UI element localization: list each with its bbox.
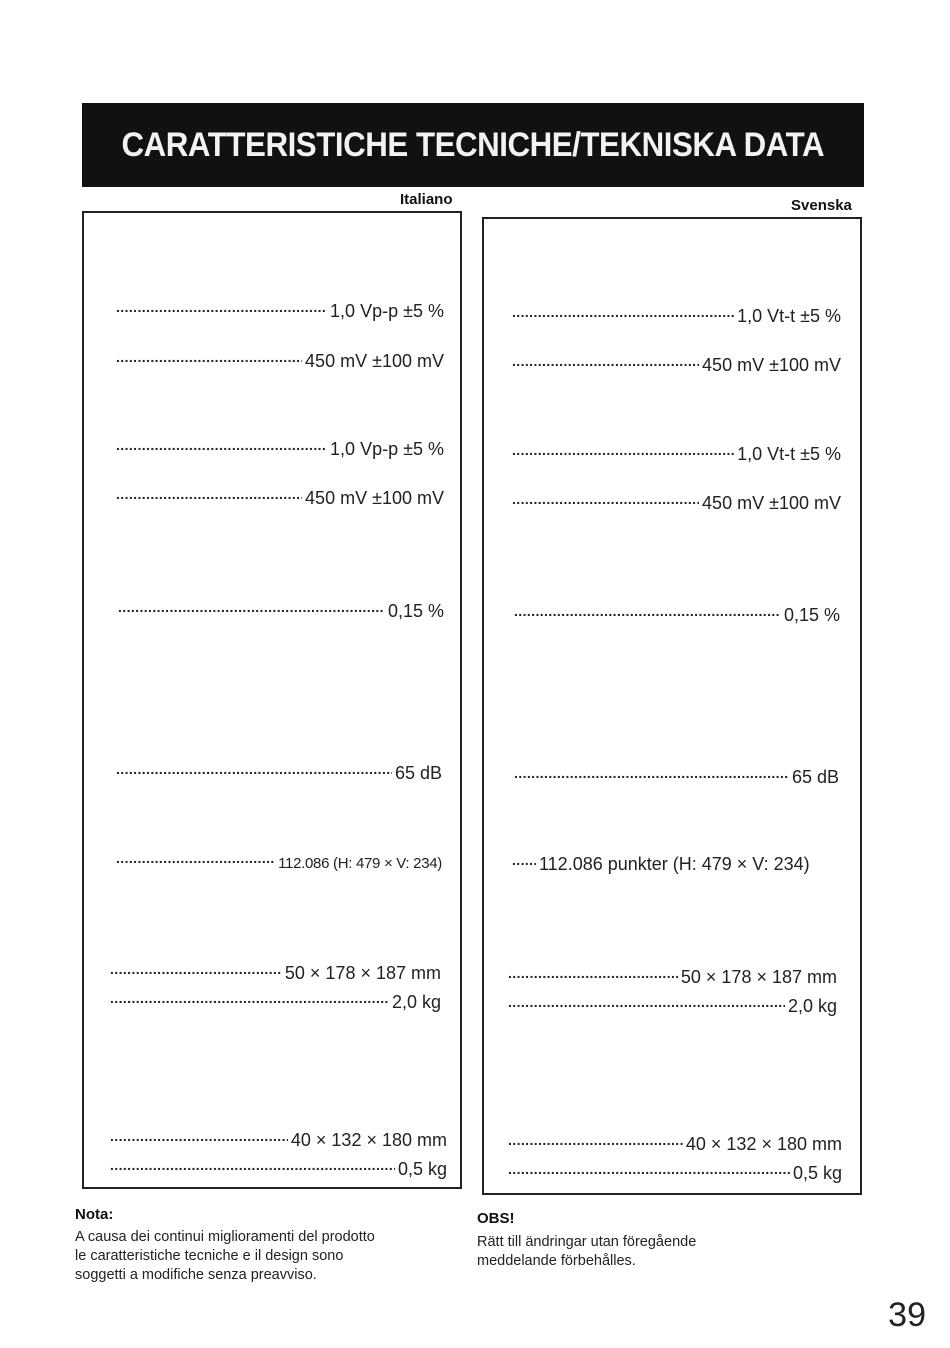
spec-value: 1,0 Vp-p ±5 % [330,439,444,459]
spec-value: 0,5 kg [397,1159,447,1179]
note-line: A causa dei continui miglioramenti del prodotto [75,1229,375,1245]
leader-dots [512,440,734,460]
spec-row [110,1126,447,1151]
leader-dots [110,988,389,1008]
leader-dots [508,992,785,1012]
spec-row [508,992,837,1017]
leader-dots [110,1155,395,1175]
spec-value: 1,0 Vp-p ±5 % [330,301,444,321]
leader-dots [508,963,678,983]
spec-value: 2,0 kg [787,996,837,1016]
leader-dots [512,351,699,371]
leader-dots [110,1126,288,1146]
page-title: CARATTERISTICHE TECNICHE/TEKNISKA DATA [121,125,825,164]
spec-row [110,1155,447,1180]
spec-value: 0,5 kg [792,1163,842,1183]
spec-value: 40 × 132 × 180 mm [685,1134,842,1154]
spec-row [110,988,441,1013]
leader-dots [116,759,392,779]
note-heading-italiano: Nota: [75,1206,114,1223]
spec-row [508,963,837,988]
spec-row [116,484,444,509]
leader-dots [116,347,302,367]
spec-value: 40 × 132 × 180 mm [290,1130,447,1150]
spec-row [514,601,840,626]
spec-value: 450 mV ±100 mV [305,488,444,508]
leader-dots [116,297,327,317]
note-text-svenska [477,1233,696,1271]
note-line: soggetti a modifiche senza preavviso. [75,1267,317,1283]
spec-value: 0,15 % [783,605,840,625]
page-number: 39 [888,1296,926,1334]
spec-row [116,347,444,372]
note-line: le caratteristiche tecniche e il design sono [75,1248,344,1264]
spec-value: 1,0 Vt-t ±5 % [737,306,841,326]
spec-row [116,759,442,784]
note-text-italiano [75,1228,375,1285]
leader-dots [110,959,282,979]
leader-dots [514,601,781,621]
leader-dots [512,302,734,322]
note-heading-svenska: OBS! [477,1210,515,1227]
spec-value: 65 dB [791,767,839,787]
column-label-svenska: Svenska [791,197,852,214]
spec-value: 50 × 178 × 187 mm [284,963,441,983]
spec-row [116,435,444,460]
leader-dots [116,484,302,504]
column-label-italiano: Italiano [400,191,453,208]
spec-value: 65 dB [394,763,442,783]
leader-dots [508,1130,683,1150]
spec-value: 450 mV ±100 mV [305,351,444,371]
spec-row [110,959,441,984]
spec-row [512,440,841,465]
title-bar [82,103,864,187]
spec-value: 112.086 punkter (H: 479 × V: 234) [539,854,810,874]
leader-dots [116,435,327,455]
spec-row [512,850,838,875]
leader-dots [508,1159,790,1179]
spec-row [512,302,841,327]
spec-row [508,1130,842,1155]
spec-value: 112.086 (H: 479 × V: 234) [278,855,442,872]
leader-dots [116,848,275,868]
spec-value: 450 mV ±100 mV [702,355,841,375]
leader-dots [514,763,789,783]
spec-row [116,297,444,322]
spec-value: 50 × 178 × 187 mm [680,967,837,987]
note-line: Rätt till ändringar utan föregående [477,1234,697,1250]
spec-row [512,351,841,376]
spec-value: 1,0 Vt-t ±5 % [737,444,841,464]
spec-row [508,1159,842,1184]
leader-dots [512,489,699,509]
spec-value: 2,0 kg [391,992,441,1012]
leader-dots [512,850,536,870]
leader-dots [118,597,385,617]
spec-value: 450 mV ±100 mV [702,493,841,513]
spec-row [116,848,442,872]
spec-row [118,597,444,622]
spec-row [512,489,841,514]
note-line: meddelande förbehålles. [477,1253,636,1269]
spec-row [514,763,839,788]
spec-value: 0,15 % [387,601,444,621]
